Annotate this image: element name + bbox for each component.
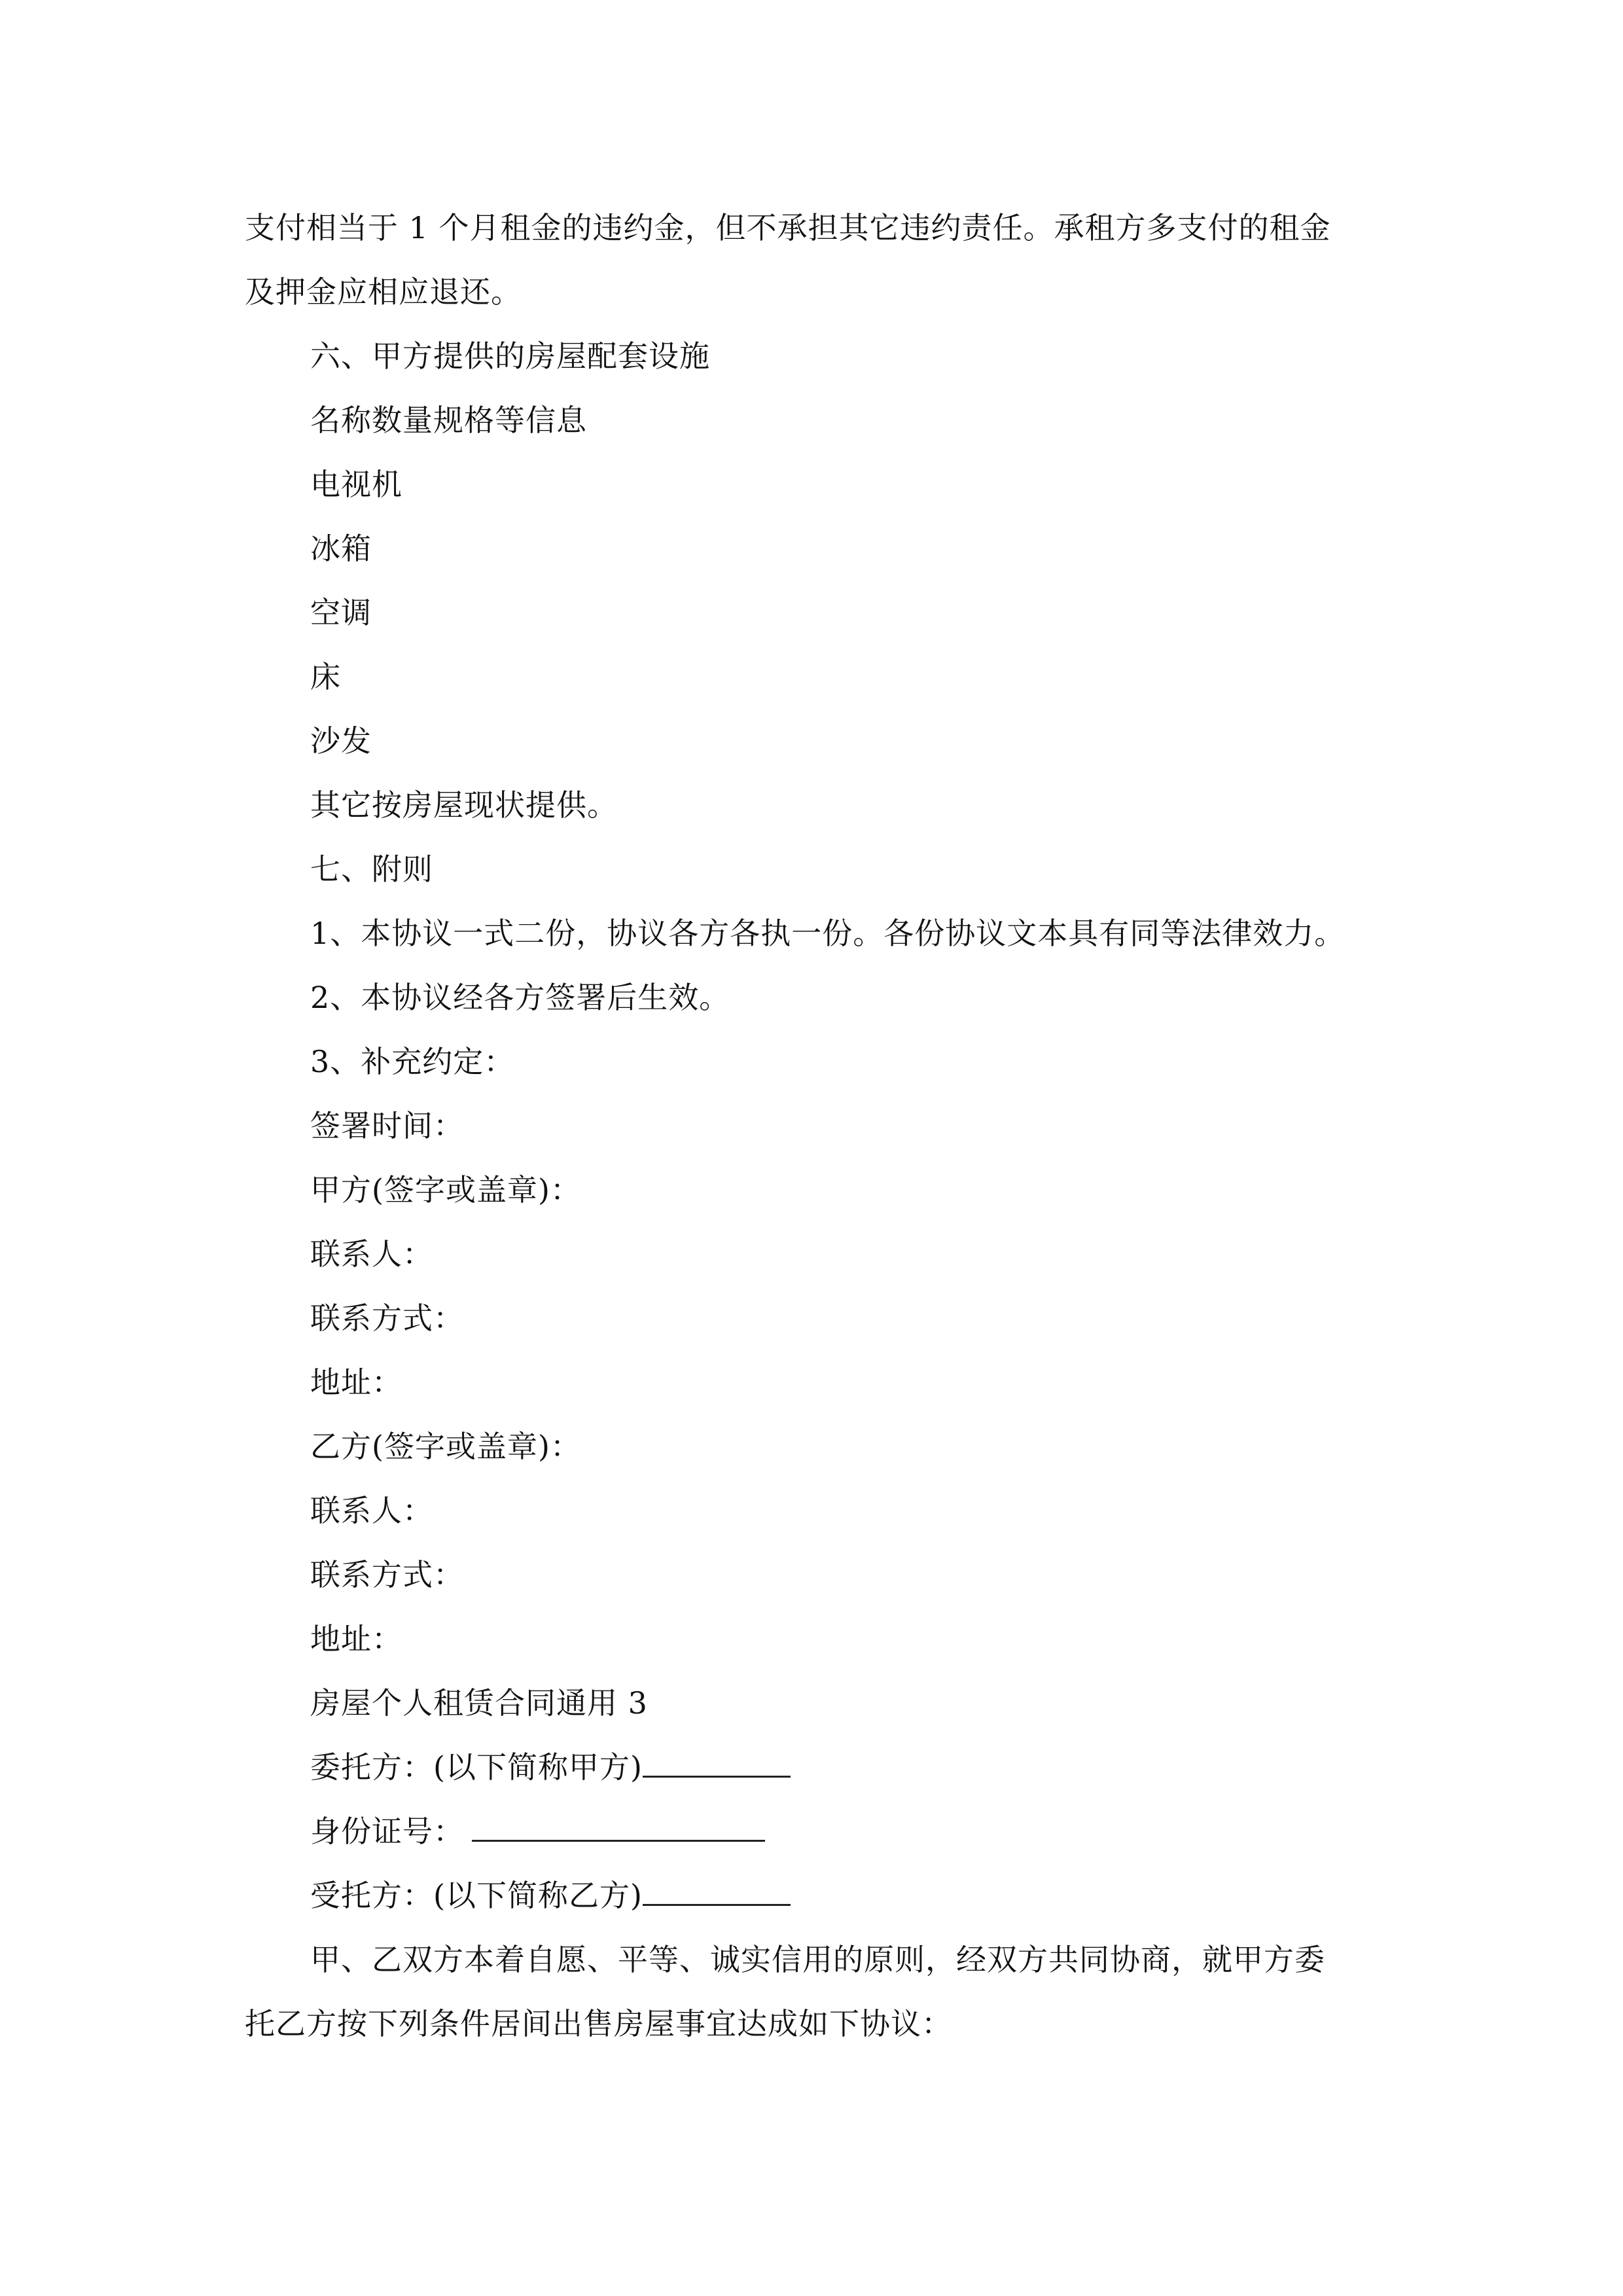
facility-item: 冰箱 xyxy=(310,531,372,566)
clause-item: 2、本协议经各方签署后生效。 xyxy=(310,980,730,1015)
party-a-address-label: 地址： xyxy=(310,1365,402,1400)
clause-item: 1、本协议一式二份，协议各方各执一份。各份协议文本具有同等法律效力。 xyxy=(310,916,1346,951)
intro-paragraph-line: 甲、乙双方本着自愿、平等、诚实信用的原则，经双方共同协商，就甲方委 xyxy=(310,1942,1325,1977)
section-heading: 六、甲方提供的房屋配套设施 xyxy=(310,338,710,374)
id-blank xyxy=(472,1814,765,1842)
principal-line xyxy=(310,1748,791,1787)
party-a-contact-method-label: 联系方式： xyxy=(310,1300,464,1336)
intro-paragraph-line: 托乙方按下列条件居间出售房屋事宜达成如下协议： xyxy=(245,2006,952,2041)
agent-blank xyxy=(643,1878,791,1906)
party-b-address-label: 地址： xyxy=(310,1621,402,1657)
clause-item: 3、补充约定： xyxy=(310,1044,515,1079)
facility-item: 电视机 xyxy=(310,467,402,502)
signing-time-label: 签署时间： xyxy=(310,1108,464,1143)
paragraph-line: 及押金应相应退还。 xyxy=(245,274,522,310)
party-a-title: 甲方(签字或盖章)： xyxy=(310,1172,581,1208)
party-b-contact-method-label: 联系方式： xyxy=(310,1557,464,1592)
facilities-note: 其它按房屋现状提供。 xyxy=(310,787,618,823)
party-b-contact-label: 联系人： xyxy=(310,1493,433,1528)
facility-item: 床 xyxy=(310,659,341,694)
principal-blank xyxy=(643,1749,791,1778)
party-b-title: 乙方(签字或盖章)： xyxy=(310,1429,581,1464)
contract-title: 房屋个人租赁合同通用 3 xyxy=(310,1685,648,1721)
principal-label: 委托方：(以下简称甲方) xyxy=(310,1749,643,1785)
id-line xyxy=(310,1812,765,1851)
facilities-header: 名称数量规格等信息 xyxy=(310,403,587,438)
facility-item: 沙发 xyxy=(310,723,372,759)
agent-label: 受托方：(以下简称乙方) xyxy=(310,1878,643,1913)
facility-item: 空调 xyxy=(310,595,372,630)
id-label: 身份证号： xyxy=(310,1814,464,1849)
paragraph-line: 支付相当于 1 个月租金的违约金，但不承担其它违约责任。承租方多支付的租金 xyxy=(245,210,1331,245)
section-heading: 七、附则 xyxy=(310,852,433,887)
agent-line xyxy=(310,1876,791,1915)
party-a-contact-label: 联系人： xyxy=(310,1236,433,1272)
